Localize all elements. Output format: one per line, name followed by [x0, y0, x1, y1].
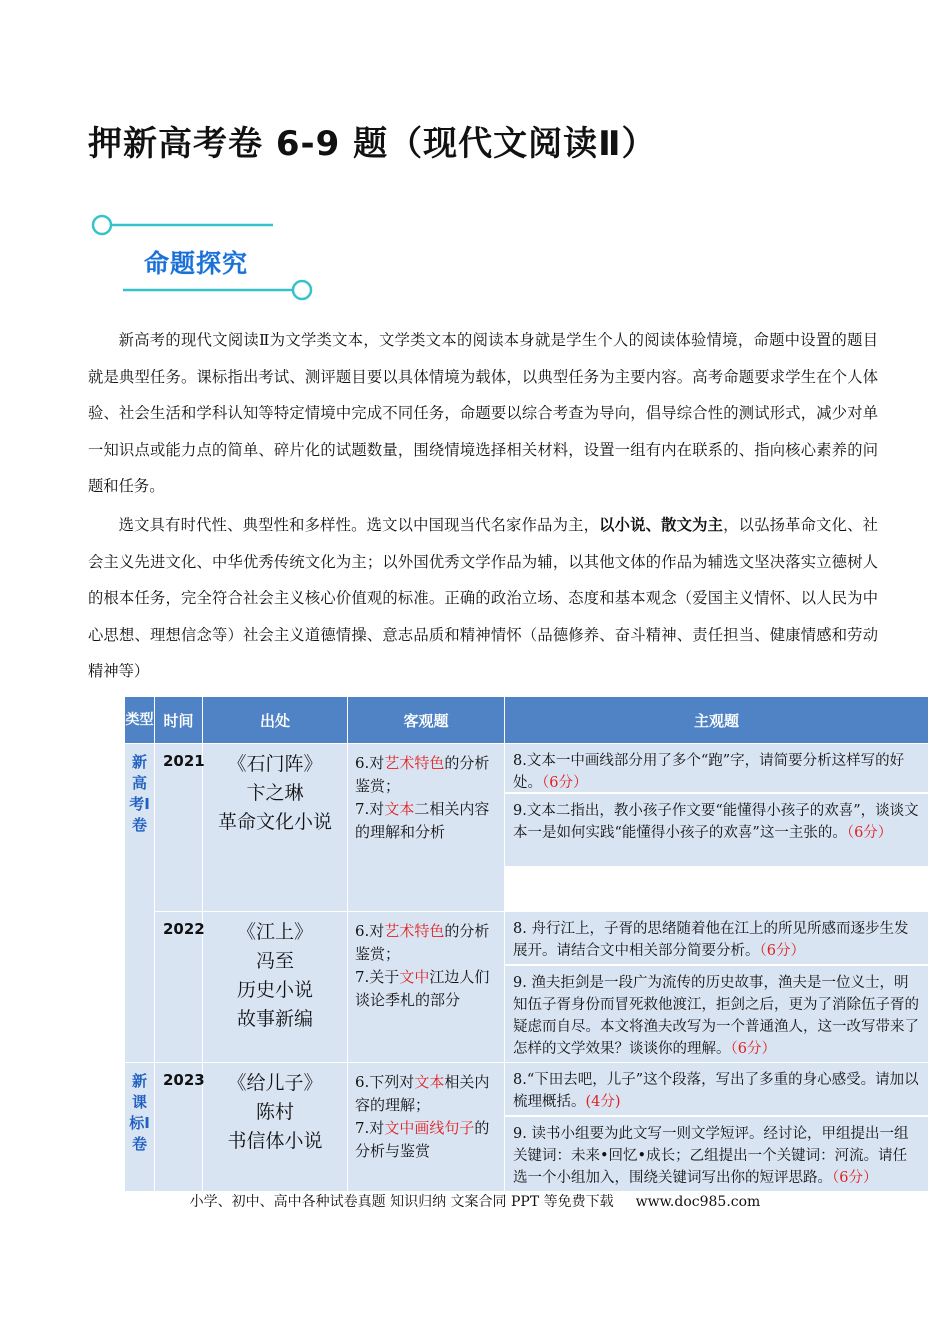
question-8: 8.“下田去吧，儿子”这个段落，写出了多重的身心感受。请加以梳理概括。(4分) — [505, 1063, 928, 1115]
header-subjective: 主观题 — [505, 697, 929, 744]
question-8: 8.文本一中画线部分用了多个“跑”字，请简要分析这样写的好处。（6分） — [505, 744, 928, 792]
source-cell: 《给儿子》 陈村 书信体小说 — [203, 1063, 348, 1192]
table-row — [125, 1063, 929, 1192]
badge-label: 命题探究 — [144, 249, 249, 278]
table-row — [125, 912, 929, 1063]
paragraph-2: 选文具有时代性、典型性和多样性。选文以中国现当代名家作品为主，以小说、散文为主，以弘扬革命文化、社会主义先进文化、中华优秀传统文化为主；以外国优秀文学作品为辅，以其他文体的作品为辅选文坚决落实立德树人的根本任务，完全符合社会主义核心价值观的标准。正确的政治立场、态度和基本观念（爱国主义情怀、以人民为中心思想、理想信念等）社会主义道德情操、意志品质和精神情怀（品德修养、奋斗精神、责任担当、健康情感和劳动精神等） — [88, 516, 878, 680]
year-cell: 2022 — [155, 912, 203, 1063]
objective-cell: 6.下列对文本相关内容的理解； 7.对文中画线句子的分析与鉴赏 — [348, 1063, 505, 1192]
header-objective: 客观题 — [348, 697, 505, 744]
selection-paragraph — [88, 507, 878, 690]
question-8: 8. 舟行江上，子胥的思绪随着他在江上的所见所感而逐步生发展开。请结合文中相关部分简要分析。（6分） — [505, 912, 928, 964]
header-type: 类型 — [125, 697, 155, 744]
objective-cell: 6.对艺术特色的分析鉴赏； 7.关于文中江边人们谈论季札的部分 — [348, 912, 505, 1063]
footer-text: 小学、初中、高中各种试卷真题 知识归纳 文案合同 PPT 等免费下载 — [189, 1194, 614, 1210]
emphasis-text: 以小说、散文为主 — [599, 516, 724, 534]
exam-table — [124, 696, 929, 1192]
year-cell: 2023 — [155, 1063, 203, 1192]
source-cell: 《江上》 冯至 历史小说 故事新编 — [203, 912, 348, 1063]
paragraph-1: 新高考的现代文阅读Ⅱ为文学类文本，文学类文本的阅读本身就是学生个人的阅读体验情境，命题中设置的题目就是典型任务。课标指出考试、测评题目要以具体情境为载体，以典型任务为主要内容。高考命题要求学生在个人体验、社会生活和学科认知等特定情境中完成不同任务，命题要以综合考查为导向，倡导综合性的测试形式，减少对单一知识点或能力点的简单、碎片化的试题数量，围绕情境选择相关材料，设置一组有内在联系的、指向核心素养的问题和任务。 — [88, 331, 878, 495]
subjective-cell — [505, 1063, 929, 1192]
question-9: 9. 读书小组要为此文写一则文学短评。经讨论，甲组提出一组关键词：未来•回忆•成长；乙组提出一个关键词：河流。请任选一个小组加入，围绕关键词写出你的短评思路。（6分） — [505, 1115, 928, 1191]
intro-paragraph — [88, 322, 878, 505]
header-year: 时间 — [155, 697, 203, 744]
source-cell: 《石门阵》 卞之琳 革命文化小说 — [203, 744, 348, 912]
type-cell: 新课标Ⅰ卷 — [125, 1063, 155, 1192]
objective-cell: 6.对艺术特色的分析鉴赏； 7.对文本二相关内容的理解和分析 — [348, 744, 505, 912]
page-title: 押新高考卷 6-9 题（现代文阅读Ⅱ） — [88, 124, 657, 164]
question-9: 9. 渔夫拒剑是一段广为流传的历史故事，渔夫是一位义士，明知伍子胥身份而冒死救他渡江，拒剑之后，更为了消除伍子胥的疑虑而自尽。本文将渔夫改写为一个普通渔人，这一改写带来了怎样的文学效果？谈谈你的理解。（6分） — [505, 964, 928, 1062]
section-badge — [88, 208, 318, 304]
type-cell: 新高考Ⅰ卷 — [125, 744, 155, 1063]
table-header-row — [125, 697, 929, 744]
table-row — [125, 744, 929, 912]
question-9: 9.文本二指出，教小孩子作文要“能懂得小孩子的欢喜”，谈谈文本一是如何实践“能懂得小孩子的欢喜”这一主张的。（6分） — [505, 792, 928, 866]
page-footer — [0, 1191, 950, 1211]
subjective-cell — [505, 912, 929, 1063]
header-source: 出处 — [203, 697, 348, 744]
year-cell: 2021 — [155, 744, 203, 912]
footer-url[interactable]: www.doc985.com — [635, 1194, 761, 1210]
subjective-cell — [505, 744, 929, 912]
